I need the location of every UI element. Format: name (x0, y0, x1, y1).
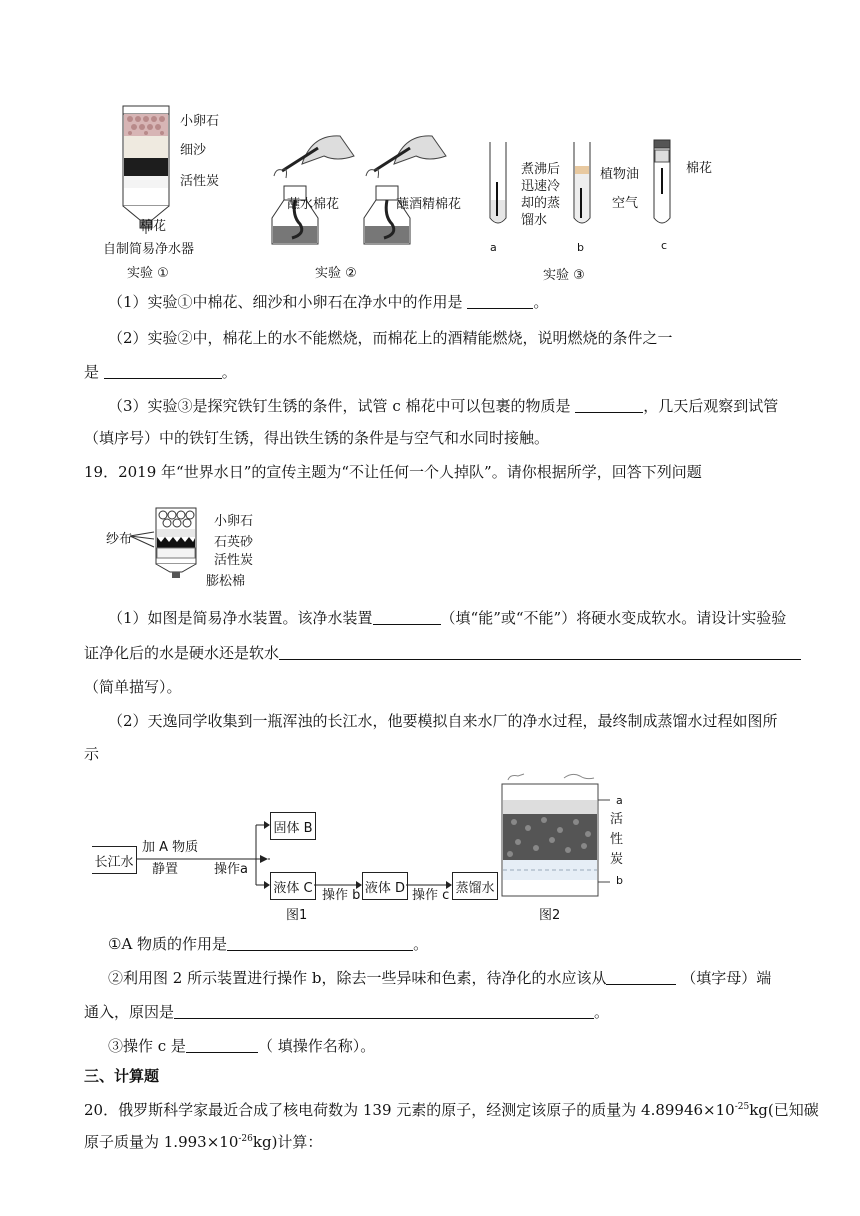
label-water-cotton: 蘸水棉花 (287, 197, 340, 212)
q18-part2-cont: 是 。 (84, 363, 237, 381)
caption-exp3: 实验 ③ (543, 268, 585, 283)
simple-purifier-figure (150, 502, 210, 580)
label-vegetable-oil: 植物油 (600, 167, 640, 182)
q18-part3-cont: （填序号）中的铁钉生锈，得出铁生锈的条件是与空气和水同时接触。 (84, 429, 550, 447)
purifier-name: 自制简易净水器 (103, 242, 195, 257)
q20-line2: 原子质量为 $1.993\times 10^{-26}kg$)计算： (84, 1133, 323, 1151)
flow-start-box: 长江水 (92, 846, 137, 874)
label-cotton-2: 膨松棉 (206, 574, 246, 589)
label-cotton: 棉花 (140, 219, 167, 234)
carbon-column-figure (494, 770, 614, 902)
q18-part3: （3）实验③是探究铁钉生锈的条件，试管 c 棉花中可以包裹的物质是 ，几天后观察到试管 (108, 397, 779, 415)
q19-sub2-cont: 通入，原因是 。 (84, 1003, 610, 1021)
fig2-caption: 图2 (539, 908, 561, 923)
flow-op-b-label: 操作 b (322, 888, 361, 903)
label-pebbles-2: 小卵石 (214, 514, 254, 529)
q19-part1-cont: 证净化后的水是硬水还是软水 (84, 643, 810, 663)
label-carbon: 活性炭 (180, 174, 220, 189)
test-tube-b (568, 138, 598, 230)
label-carbon-2: 活性炭 (214, 553, 254, 568)
label-cotton-c: 棉花 (686, 161, 713, 176)
q19-stem: 19．2019 年“世界水日”的宣传主题为“不让任何一个人掉队”。请你根据所学，回答下列问题 (84, 463, 702, 481)
flow-liquid-d: 液体 D (362, 872, 408, 900)
flow-op-c-label: 操作 c (412, 888, 450, 903)
answer-blank (227, 936, 413, 951)
caption-exp1: 实验 ① (127, 266, 169, 281)
section-title: 三、计算题 (84, 1067, 160, 1085)
flow-op-a-label: 操作a (214, 862, 248, 877)
q19-sub2: ②利用图 2 所示装置进行操作 b，除去一些异味和色素，待净化的水应该从 （填字母）端 (108, 969, 772, 987)
caption-exp2: 实验 ② (315, 266, 357, 281)
flow-settle-label: 静置 (152, 862, 179, 877)
q19-part2-cont: 示 (84, 745, 100, 763)
q19-part2: （2）天逸同学收集到一瓶浑浊的长江水，他要模拟自来水厂的净水过程，最终制成蒸馏水过程如图所 (108, 712, 778, 730)
tube-label-c: c (661, 239, 668, 252)
test-tube-c (648, 138, 678, 230)
answer-blank (467, 294, 533, 309)
answer-blank (373, 610, 441, 625)
fig2-inlet-b: b (616, 874, 623, 887)
q19-sub3: ③操作 c 是 （ 填操作名称）。 (108, 1037, 376, 1055)
water-purifier-figure (118, 86, 178, 236)
flow-liquid-c: 液体 C (270, 872, 316, 900)
label-quartz-sand: 石英砂 (214, 535, 254, 550)
q19-part1-end: （简单描写）。 (84, 678, 182, 696)
tube-label-a: a (490, 241, 497, 254)
flow-distilled-water: 蒸馏水 (452, 872, 498, 900)
fig1-caption: 图1 (286, 908, 308, 923)
label-sand: 细沙 (180, 143, 207, 158)
alcohol-lamp-right-figure (354, 126, 450, 256)
label-pebbles: 小卵石 (180, 114, 220, 129)
q19-part1: （1）如图是简易净水装置。该净水装置 （填“能”或“不能”）将硬水变成软水。请设计实验验 (108, 609, 787, 627)
q18-part2: （2）实验②中，棉花上的水不能燃烧，而棉花上的酒精能燃烧，说明燃烧的条件之一 (108, 329, 673, 347)
test-tube-a (484, 138, 514, 230)
answer-blank (104, 364, 222, 379)
fig2-inlet-a: a (616, 794, 623, 807)
answer-blank (575, 398, 643, 413)
alcohol-lamp-left-figure (262, 126, 358, 256)
gauze-leader-lines (128, 530, 158, 552)
label-alcohol-cotton: 蘸酒精棉花 (396, 197, 462, 212)
q20-line1: 20．俄罗斯科学家最近合成了核电荷数为 139 元素的原子，经测定该原子的质量为 $4.89946\times 10^{-25}kg$(已知碳 (84, 1101, 819, 1119)
answer-blank (606, 970, 676, 985)
flow-arrows (136, 820, 466, 890)
label-gauze: 纱布 (106, 532, 133, 547)
q18-part1: （1）实验①中棉花、细沙和小卵石在净水中的作用是 。 (108, 293, 549, 311)
answer-blank (279, 645, 801, 660)
flow-solid-b: 固体 B (270, 812, 316, 840)
fig2-carbon-label: 活 性 炭 (610, 812, 624, 867)
answer-blank (174, 1004, 594, 1019)
tube-label-b: b (577, 241, 584, 254)
q19-sub1: ①A 物质的作用是 。 (108, 935, 429, 953)
answer-blank (186, 1038, 258, 1053)
label-air: 空气 (612, 196, 639, 211)
label-boiled-water: 煮沸后迅速冷却的蒸馏水 (521, 162, 561, 228)
flow-add-label: 加 A 物质 (142, 840, 199, 855)
